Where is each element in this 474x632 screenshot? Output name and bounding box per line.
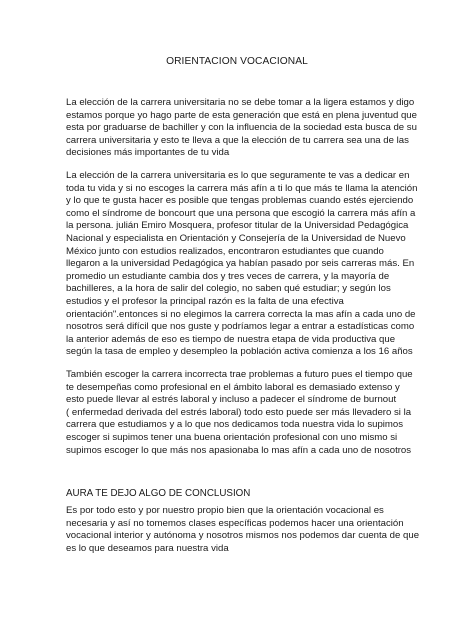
- paragraph-intro: [66, 97, 416, 160]
- text-line: estudios y el profesor la principal razón es la falta de una efectiva: [66, 295, 344, 307]
- conclusion-heading: AURA TE DEJO ALGO DE CONCLUSION: [66, 488, 251, 499]
- text-line: como el síndrome de boncourt que una persona que escogió la carrera más afín a: [66, 207, 416, 219]
- text-line: la anterior además de eso es tiempo de nuestra etapa de vida productiva que: [66, 333, 396, 345]
- text-line: llegaron a la universidad Pedagógica ya habían pasado por seis carreras más. En: [66, 258, 415, 270]
- text-line: esto puede llevar al estrés laboral y incluso a padecer el síndrome de burnout: [66, 394, 397, 406]
- text-line: También escoger la carrera incorrecta trae problemas a futuro pues el tiempo que: [66, 369, 413, 380]
- text-line: promedio un estudiante cambia dos y tres veces de carrera, y la mayoría de: [66, 270, 390, 282]
- paragraph-career-choice: [66, 170, 416, 359]
- text-line: Es por todo esto y por nuestro propio bien que la orientación vocacional es: [66, 505, 384, 516]
- text-line: estamos porque yo hago parte de esta generación que está en plena juventud que: [66, 109, 417, 121]
- text-line: decisiones más importantes de tu vida: [66, 147, 230, 159]
- text-line: Nacional y especialista en Orientación y Consejería de la Universidad de Nuevo: [66, 232, 406, 244]
- text-line: México junto con estudios realizados, encontraron estudiantes que cuando: [66, 245, 384, 257]
- text-line: carrera universitaria y esto te lleva a que la elección de tu carrera sea una de las: [66, 134, 409, 146]
- text-line: supimos escoger lo que más nos apasionaba lo mas afín a cada uno de nosotros: [66, 444, 412, 456]
- text-line: La elección de la carrera universitaria no se debe tomar a la ligera estamos y digo: [66, 97, 415, 108]
- text-line: necesaria y así no tomemos clases específicas podemos hacer una orientación: [66, 517, 404, 529]
- text-line: carrera que estudiamos y a lo que nos dedicamos toda nuestra vida lo supimos: [66, 419, 404, 431]
- document-title: ORIENTACION VOCACIONAL: [166, 56, 308, 67]
- text-line: bachilleres, a la hora de salir del colegio, no saben qué estudiar; y según los: [66, 283, 391, 295]
- text-line: nosotros será difícil que nos guste y podríamos legar a entrar a estadísticas como: [66, 321, 415, 333]
- paragraph-conclusion: [66, 505, 420, 555]
- text-line: la persona. julián Emiro Mosquera, profesor titular de la Universidad Pedagógica: [66, 220, 409, 232]
- text-line: y lo que te gusta hacer es posible que tengas problemas cuando estés ejerciendo: [66, 195, 414, 207]
- text-line: esta por graduarse de bachiller y con la influencia de la sociedad esta busca de su: [66, 122, 417, 134]
- text-line: escoger si supimos tener una buena orientación profesional con uno mismo si: [66, 431, 398, 443]
- paragraph-wrong-choice: [66, 369, 416, 457]
- text-line: es lo que deseamos para nuestra vida: [66, 542, 229, 554]
- text-line: orientación".entonces si no elegimos la carrera correcta la mas afín a cada uno de: [66, 308, 416, 320]
- text-line: según la tasa de empleo y desempleo la población activa comienza a los 16 años: [66, 346, 413, 358]
- text-line: ( enfermedad derivada del estrés laboral) todo esto puede ser más llevadero si la: [66, 406, 412, 418]
- text-line: te desempeñas como profesional en el ámbito laboral es demasiado extenso y: [66, 381, 400, 393]
- text-line: toda tu vida y si no escoges la carrera más afín a ti lo que más te llama la atención: [66, 182, 418, 194]
- text-line: La elección de la carrera universitaria es lo que seguramente te vas a dedicar en: [66, 170, 410, 181]
- text-line: vocacional interior y autónoma y nosotros mismos nos podemos dar cuenta de que: [66, 530, 420, 542]
